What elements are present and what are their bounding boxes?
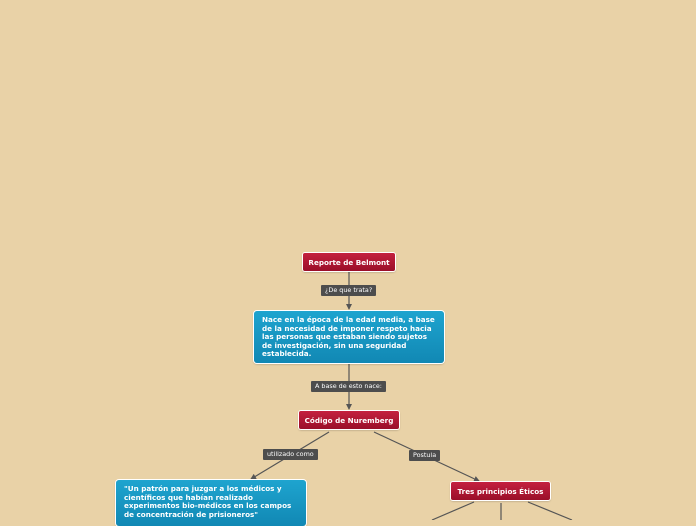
line-principios-branch-right (528, 502, 572, 520)
connector-label-a-base-de-esto: A base de esto nace: (311, 381, 386, 392)
topic-tres-principios-eticos[interactable] (451, 482, 550, 500)
topic-codigo-de-nuremberg-text: Código de Nuremberg (304, 415, 394, 425)
topic-tres-principios-eticos-text: Tres principios Éticos (457, 486, 544, 496)
connector-label-postula: Postula (409, 450, 440, 461)
topic-patron-juzgar-text: "Un patrón para juzgar a los médicos y científicos que habían realizado experimentos bio-médicos en los campos de concentración de prisioneros" (124, 484, 292, 519)
connector-label-de-que-trata: ¿De que trata? (321, 285, 376, 296)
topic-descripcion[interactable] (254, 311, 444, 363)
topic-reporte-de-belmont[interactable] (303, 253, 395, 271)
topic-patron-juzgar[interactable] (116, 480, 306, 526)
topic-reporte-de-belmont-text: Reporte de Belmont (308, 257, 390, 267)
topic-codigo-de-nuremberg[interactable] (299, 411, 399, 429)
line-principios-branch-left (432, 502, 474, 520)
topic-descripcion-text: Nace en la época de la edad media, a base de la necesidad de imponer respeto hacia las personas que estaban siendo sujetos de investigación, sin una seguridad establecida. (262, 315, 435, 359)
connector-label-utilizado-como: utilizado como (263, 449, 318, 460)
